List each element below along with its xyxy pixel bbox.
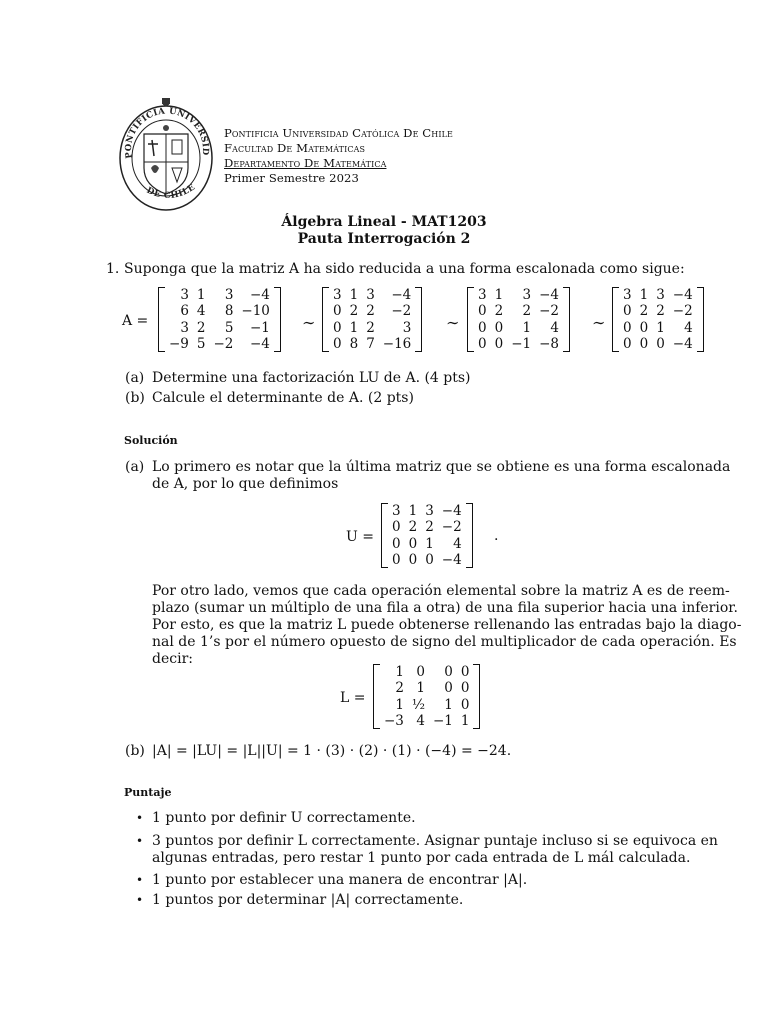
matrix-l-row [380, 697, 473, 713]
solution-para-line-2: plazo (sumar un múltiplo de una fila a otra) de una fila superior hacia una inferior. [152, 600, 738, 616]
solution-b-label: (b) [125, 743, 145, 759]
matrix-3-entry: 0 [623, 319, 632, 336]
matrix-2-entry: 0 [494, 319, 504, 336]
matrix-u-entry: 0 [392, 535, 401, 552]
matrix-3-row [619, 336, 697, 352]
matrix-u-entry: 0 [425, 552, 434, 569]
seal-text-top: PONTIFICIA UNIVERSID [123, 106, 211, 160]
scoring-item-1: 1 punto por definir U correctamente. [152, 810, 416, 826]
matrix-0-entry: −10 [241, 303, 270, 320]
matrix-1-entry: 0 [333, 303, 342, 320]
matrix-0-entry: 8 [224, 303, 234, 320]
matrix-u-entry: 4 [453, 535, 462, 552]
matrix-3-entry: 1 [639, 287, 649, 304]
course-title: Álgebra Lineal - MAT1203 [281, 214, 487, 230]
matrix-3-row [619, 303, 697, 319]
matrix-2-entry: 4 [550, 319, 559, 336]
matrix-0-entry: −9 [169, 336, 189, 353]
scoring-item-2: 3 puntos por definir L correctamente. Asignar puntaje incluso si se equivoca en [152, 833, 718, 849]
matrix-1-entry: −16 [382, 336, 412, 353]
matrix-u-entry: −2 [441, 519, 462, 536]
matrix-3-entry: 4 [684, 319, 693, 336]
matrix-l-entry: 0 [444, 680, 453, 697]
matrix-l-entry: 1 [395, 696, 404, 713]
matrix-u-entry: −4 [441, 552, 462, 569]
matrix-3-entry: −2 [672, 303, 693, 320]
matrix-3-entry: 3 [656, 287, 665, 304]
matrix-l-row [380, 664, 473, 680]
matrix-0-entry: −4 [250, 287, 270, 304]
matrix-2-entry: 0 [494, 336, 504, 353]
matrix-l-entry: 1 [460, 713, 470, 730]
matrix-0-entry: 3 [180, 287, 189, 304]
matrix-2-entry: 0 [478, 319, 487, 336]
matrix-3-entry: 3 [623, 287, 632, 304]
matrix-1-row [329, 303, 415, 319]
matrix-1-entry: 3 [366, 287, 375, 304]
matrix-0-entry: −2 [213, 336, 234, 353]
matrix-u-row [388, 503, 466, 519]
bullet-icon: • [136, 873, 144, 887]
matrix-0-entry: 2 [196, 319, 206, 336]
matrix-0-row [165, 320, 274, 336]
matrix-1-entry: 2 [366, 319, 375, 336]
problem-statement: Suponga que la matriz A ha sido reducida a una forma escalonada como sigue: [124, 261, 685, 277]
matrix-1-row [329, 320, 415, 336]
matrix-u-entry: 2 [408, 519, 418, 536]
row-equivalent-symbol: ∼ [446, 313, 460, 332]
exam-title: Pauta Interrogación 2 [297, 231, 471, 247]
matrix-1-row [329, 336, 415, 352]
institution-header [224, 126, 453, 186]
matrix-2-entry: −2 [539, 303, 559, 320]
matrix-l-entry: 1 [395, 664, 404, 681]
matrix-0-row [165, 287, 274, 303]
matrix-0-row [165, 303, 274, 319]
matrix-1-entry: 0 [333, 336, 342, 353]
matrix-1-entry: 3 [402, 319, 412, 336]
matrix-3-entry: −4 [672, 287, 693, 304]
matrix-0-row [165, 336, 274, 352]
scoring-item-3: 1 punto por establecer una manera de encontrar |A|. [152, 872, 528, 888]
matrix-2-entry: 2 [522, 303, 532, 320]
matrix-2-row [474, 303, 563, 319]
bullet-icon: • [136, 893, 144, 907]
matrix-3-row [619, 287, 697, 303]
matrix-1-entry: −2 [391, 303, 412, 320]
matrix-1-entry: 2 [366, 303, 375, 320]
matrix-l-entry: 1 [416, 680, 425, 697]
matrix-u-entry: 1 [408, 503, 418, 520]
matrix-3-entry: 1 [656, 319, 665, 336]
matrix-0-entry: 3 [224, 287, 234, 304]
matrix-u-entry: 1 [425, 535, 434, 552]
semester: Primer Semestre 2023 [224, 171, 359, 185]
matrix-3-entry: 2 [656, 303, 665, 320]
matrix-0-entry: 4 [196, 303, 206, 320]
matrix-2-entry: −8 [539, 336, 559, 353]
matrix-l-entry: 0 [460, 680, 470, 697]
matrix-l [373, 664, 480, 729]
solution-para-line-1: Por otro lado, vemos que cada operación elemental sobre la matriz A es de reem- [152, 583, 730, 599]
matrix-l-entry: −1 [432, 713, 453, 730]
matrix-2-entry: 0 [478, 336, 487, 353]
matrix-2-row [474, 336, 563, 352]
matrix-u-row [388, 519, 466, 535]
matrix-step-3 [612, 287, 704, 352]
matrix-l-entry: −3 [384, 713, 404, 730]
document-title [0, 214, 768, 248]
matrix-2-row [474, 320, 563, 336]
matrix-2-entry: 1 [494, 287, 504, 304]
matrix-l-row [380, 713, 473, 729]
matrix-u-entry: 0 [392, 519, 401, 536]
matrix-3-entry: −4 [672, 336, 693, 353]
department-name: Departamento De Matemática [224, 156, 387, 170]
matrix-0-entry: 1 [196, 287, 206, 304]
matrix-1-entry: 1 [349, 287, 359, 304]
solution-heading: Solución [124, 434, 178, 447]
matrix-a [158, 287, 281, 352]
matrix-1-entry: 0 [333, 319, 342, 336]
matrix-1-entry: −4 [391, 287, 412, 304]
solution-para-line-5: decir: [152, 651, 193, 667]
solution-a-label: (a) [125, 459, 145, 475]
matrix-l-entry: 0 [416, 664, 425, 681]
matrix-u-entry: 3 [425, 503, 434, 520]
matrix-0-entry: 6 [180, 303, 189, 320]
matrix-l-entry: 0 [460, 664, 470, 681]
matrix-u-entry: 3 [392, 503, 401, 520]
matrix-l-lhs: L = [340, 690, 366, 706]
matrix-1-entry: 2 [349, 303, 359, 320]
row-equivalent-symbol: ∼ [592, 313, 606, 332]
matrix-0-entry: 5 [224, 319, 234, 336]
matrix-u-entry: −4 [441, 503, 462, 520]
solution-para-line-4: nal de 1’s por el número opuesto de signo del multiplicador de cada operación. Es [152, 634, 737, 650]
determinant-result: |A| = |LU| = |L||U| = 1 · (3) · (2) · (1) · (−4) = −24. [152, 743, 512, 759]
matrix-u-row [388, 536, 466, 552]
matrix-2-entry: 2 [494, 303, 504, 320]
matrix-0-entry: −1 [250, 319, 270, 336]
matrix-2-row [474, 287, 563, 303]
part-b-label: (b) [125, 390, 145, 406]
part-a-label: (a) [125, 370, 145, 386]
matrix-1-entry: 1 [349, 319, 359, 336]
matrix-l-entry: 1 [444, 696, 453, 713]
matrix-3-entry: 0 [639, 336, 649, 353]
university-name: Pontificia Universidad Católica De Chile [224, 126, 453, 140]
faculty-name: Facultad De Matemáticas [224, 141, 366, 155]
matrix-u [381, 503, 473, 568]
matrix-0-entry: 3 [180, 319, 189, 336]
problem-number: 1. [106, 261, 120, 277]
matrix-2-entry: 1 [522, 319, 532, 336]
scoring-item-4: 1 puntos por determinar |A| correctamente. [152, 892, 464, 908]
matrix-l-entry: 0 [460, 696, 470, 713]
matrix-step-2 [467, 287, 570, 352]
matrix-1-entry: 8 [349, 336, 359, 353]
matrix-2-entry: 3 [522, 287, 532, 304]
matrix-u-entry: 0 [392, 552, 401, 569]
matrix-2-entry: −4 [539, 287, 559, 304]
matrix-l-entry: 2 [395, 680, 404, 697]
solution-a-line-2: de A, por lo que definimos [152, 476, 339, 492]
matrix-2-entry: 0 [478, 303, 487, 320]
matrix-0-entry: −4 [250, 336, 270, 353]
solution-para-line-3: Por esto, es que la matriz L puede obtenerse rellenando las entradas bajo la diago- [152, 617, 742, 633]
matrix-u-period: . [494, 528, 499, 544]
university-seal [118, 96, 214, 214]
matrix-a-lhs: A = [122, 313, 149, 329]
solution-a-line-1: Lo primero es notar que la última matriz que se obtiene es una forma escalonada [152, 459, 731, 475]
matrix-3-entry: 0 [639, 319, 649, 336]
matrix-l-entry: 0 [444, 664, 453, 681]
matrix-step-1 [322, 287, 422, 352]
matrix-u-entry: 2 [425, 519, 434, 536]
matrix-2-entry: 3 [478, 287, 487, 304]
matrix-3-row [619, 320, 697, 336]
matrix-u-lhs: U = [346, 529, 374, 545]
matrix-l-row [380, 680, 473, 696]
matrix-u-entry: 0 [408, 552, 418, 569]
part-a-text: Determine una factorización LU de A. (4 pts) [152, 370, 471, 386]
scoring-item-2-cont: algunas entradas, pero restar 1 punto por cada entrada de L mál calculada. [152, 850, 691, 866]
matrix-u-row [388, 552, 466, 568]
matrix-u-entry: 0 [408, 535, 418, 552]
seal-text-bottom: DE CHILE [144, 182, 198, 202]
matrix-l-entry: 4 [416, 713, 425, 730]
matrix-3-entry: 0 [656, 336, 665, 353]
matrix-3-entry: 0 [623, 336, 632, 353]
part-b-text: Calcule el determinante de A. (2 pts) [152, 390, 414, 406]
matrix-2-entry: −1 [511, 336, 532, 353]
matrix-1-entry: 7 [366, 336, 375, 353]
matrix-l-entry: ¹⁄₂ [411, 696, 425, 713]
bullet-icon: • [136, 811, 144, 825]
matrix-3-entry: 2 [639, 303, 649, 320]
matrix-0-entry: 5 [196, 336, 206, 353]
matrix-3-entry: 0 [623, 303, 632, 320]
row-equivalent-symbol: ∼ [302, 313, 316, 332]
bullet-icon: • [136, 834, 144, 848]
matrix-1-entry: 3 [333, 287, 342, 304]
matrix-1-row [329, 287, 415, 303]
scoring-heading: Puntaje [124, 786, 172, 799]
